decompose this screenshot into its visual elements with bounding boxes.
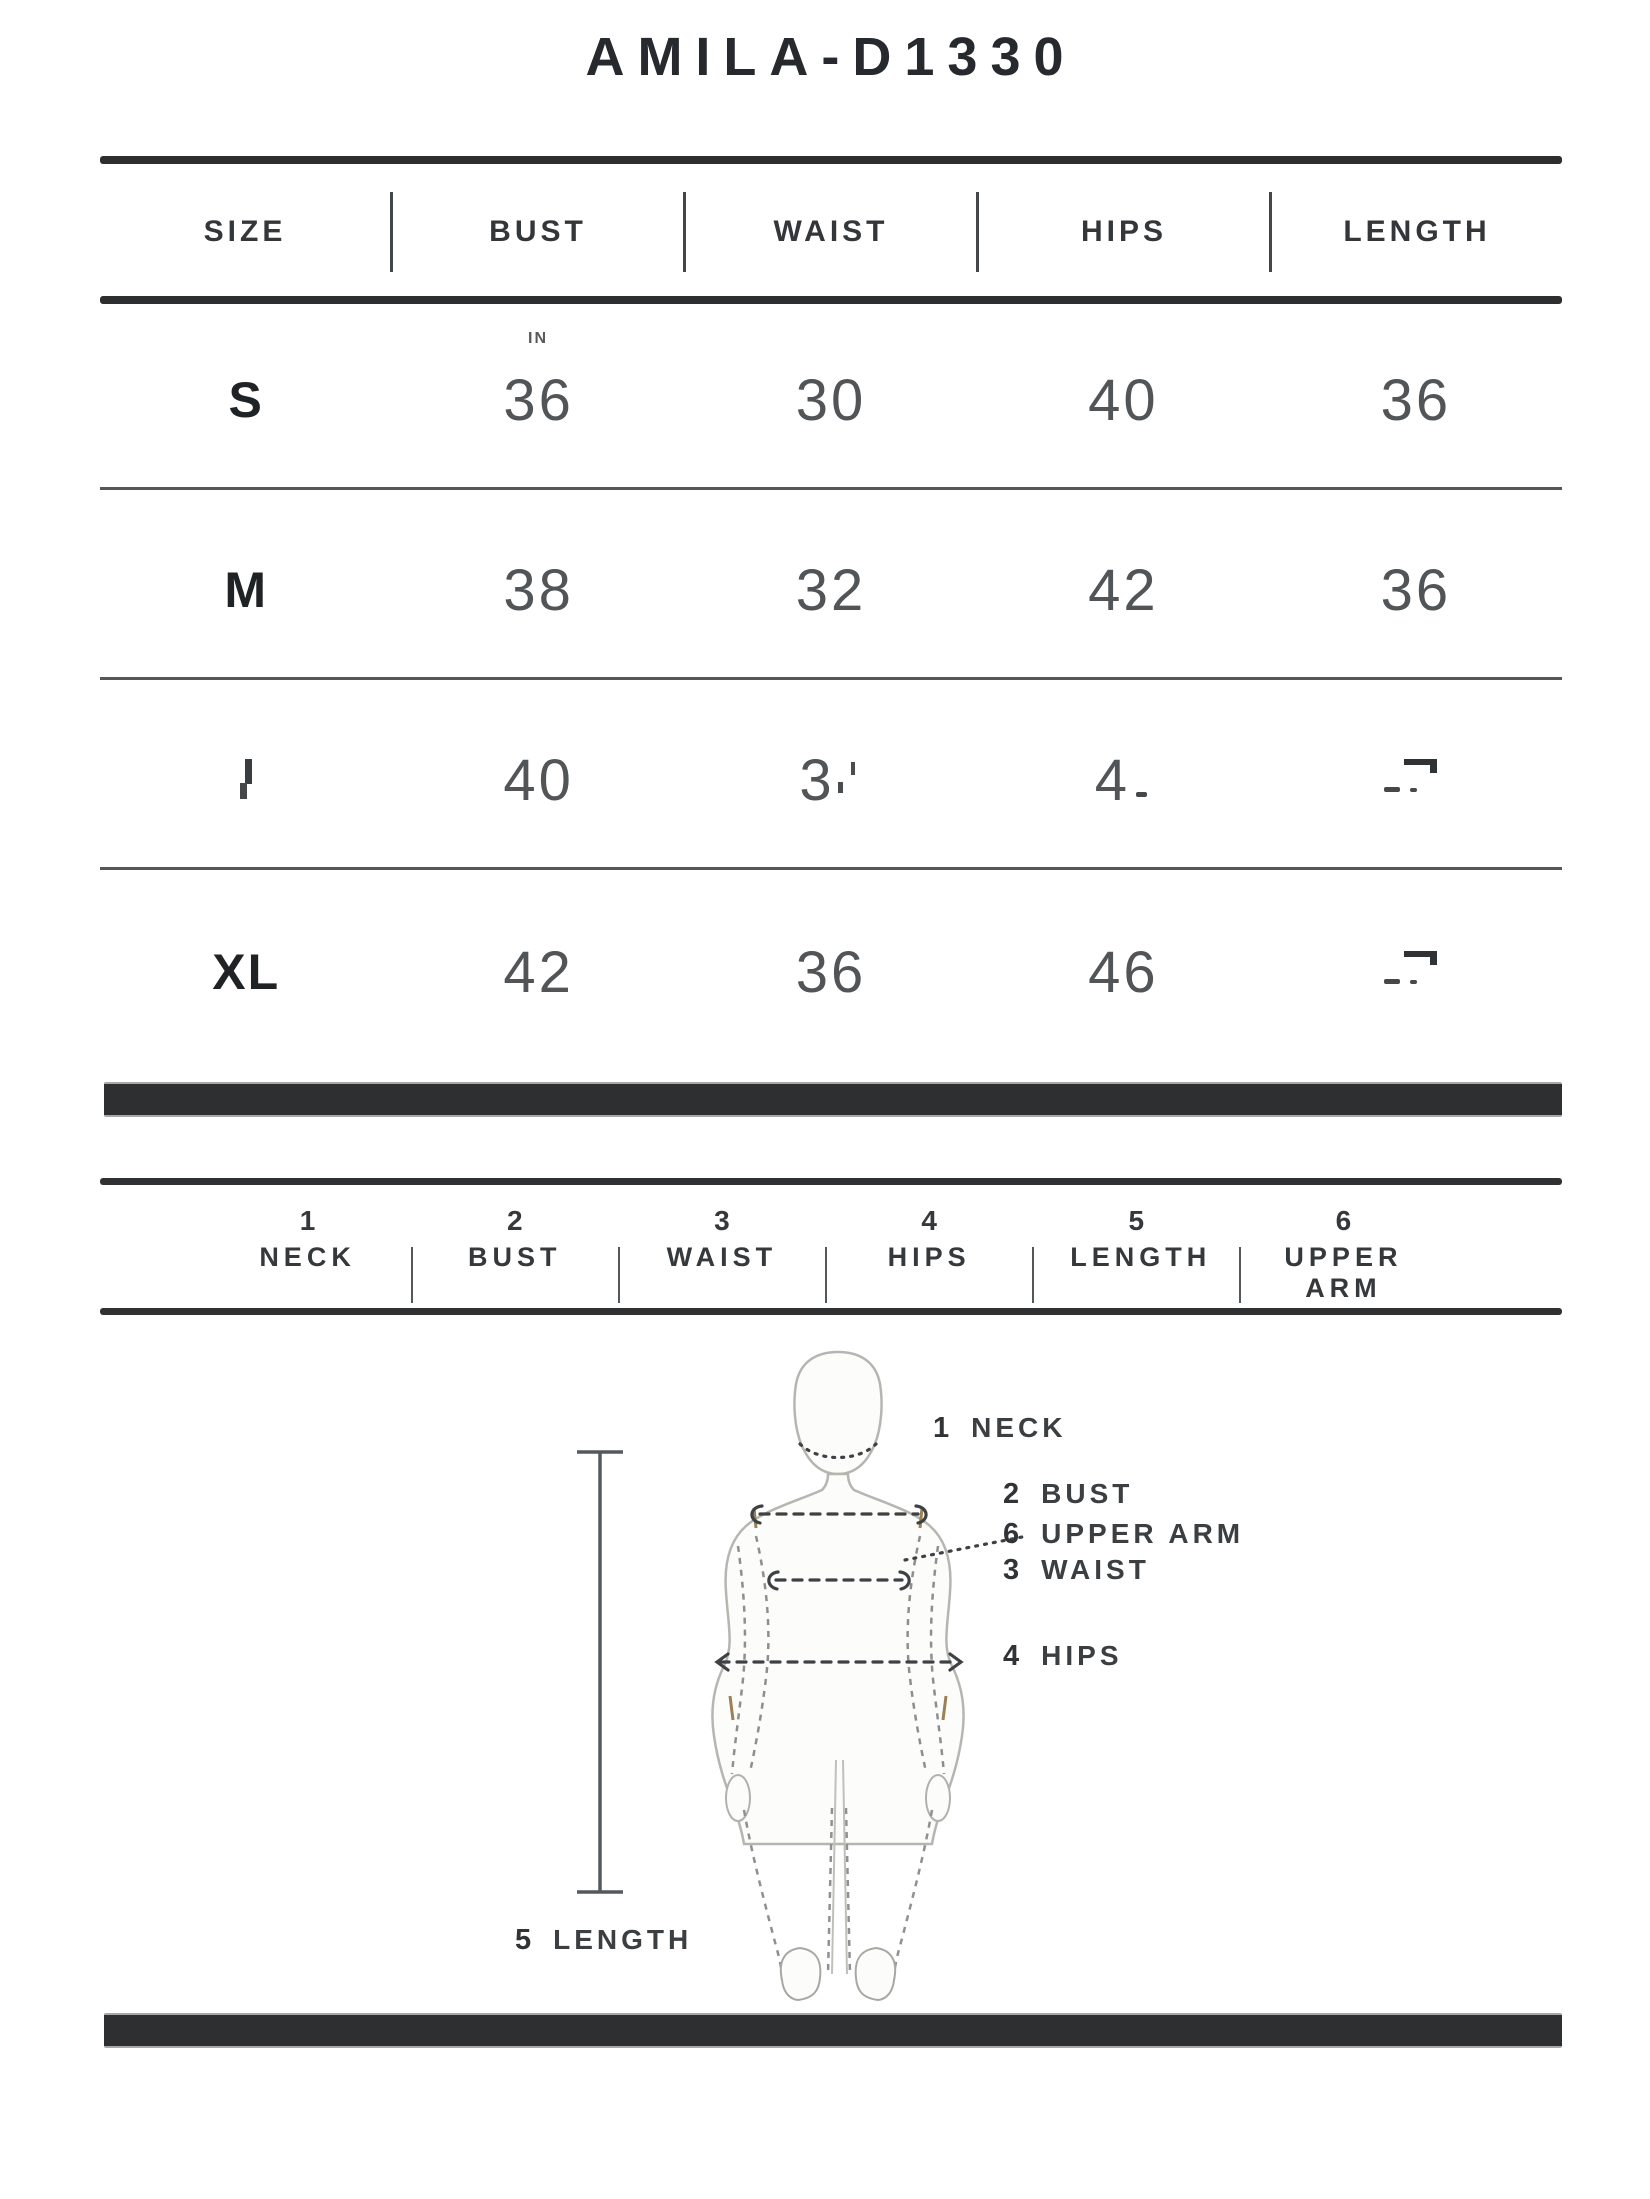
guide-divider: [1032, 1247, 1034, 1303]
header-bottom-rule: [100, 296, 1562, 304]
degraded-glyph-fragment: [835, 756, 863, 804]
column-header-length: LENGTH: [1343, 215, 1491, 248]
figure-feet: [781, 1948, 895, 2000]
hips-line-end-right: [950, 1654, 961, 1670]
callout-waist: 3 WAIST: [1003, 1554, 1150, 1586]
bust-cell: 36: [503, 367, 574, 433]
waist-cell: 3: [685, 736, 977, 824]
column-header-bust: BUST: [489, 215, 587, 248]
page-bottom-bar: [104, 2013, 1562, 2048]
degraded-glyph-fragment: [238, 756, 254, 804]
figure-head: [794, 1352, 881, 1474]
row-divider: [100, 677, 1562, 680]
callout-neck: 1 NECK: [933, 1412, 1067, 1444]
size-cell: XL: [212, 944, 281, 1000]
guide-item-hips: 4 HIPS: [887, 1205, 971, 1272]
length-measure-line: [577, 1452, 623, 1892]
length-cell: [1270, 928, 1562, 1016]
size-cell: S: [228, 372, 264, 428]
row-divider: [100, 867, 1562, 870]
degraded-glyph-fragment: [1384, 947, 1448, 997]
guide-bottom-rule: [100, 1308, 1562, 1315]
guide-divider: [411, 1247, 413, 1303]
size-cell: M: [224, 562, 269, 618]
figure-hand-left: [726, 1775, 750, 1821]
guide-item-length: 5 LENGTH: [1070, 1205, 1212, 1272]
hips-cell: 46: [1088, 939, 1159, 1005]
bust-cell: 42: [503, 939, 574, 1005]
guide-top-rule: [100, 1178, 1562, 1185]
guide-divider: [618, 1247, 620, 1303]
waist-cell: 32: [795, 557, 867, 623]
table-row: [100, 546, 1562, 634]
hips-cell: 42: [1088, 557, 1159, 623]
column-header-hips: HIPS: [1080, 215, 1168, 248]
guide-item-bust: 2 BUST: [468, 1205, 562, 1272]
guide-item-upper-arm: 6 UPPER ARM: [1284, 1205, 1403, 1304]
table-bottom-bar: [104, 1082, 1562, 1117]
unit-label: IN: [528, 330, 548, 347]
callout-upper-arm: 6 UPPER ARM: [1003, 1518, 1245, 1550]
waist-cell: 30: [795, 367, 867, 433]
row-divider: [100, 487, 1562, 490]
size-table-header: [100, 192, 1562, 272]
column-header-waist: WAIST: [773, 215, 889, 248]
length-cell: 36: [1380, 557, 1452, 623]
figure-hand-right: [926, 1775, 950, 1821]
size-cell: [100, 736, 392, 824]
degraded-glyph-fragment: [1384, 755, 1448, 805]
bust-cell: 40: [503, 747, 574, 813]
hips-cell: 40: [1088, 367, 1159, 433]
figure-torso: [712, 1474, 963, 1844]
guide-divider: [1239, 1247, 1241, 1303]
length-cell: [1270, 736, 1562, 824]
table-row: [100, 928, 1562, 1016]
callout-bust: 2 BUST: [1003, 1478, 1134, 1510]
column-header-size: SIZE: [203, 215, 287, 248]
length-cell: 36: [1380, 367, 1452, 433]
table-row: [100, 356, 1562, 444]
table-row: [100, 736, 1562, 824]
callout-hips: 4 HIPS: [1003, 1640, 1123, 1672]
guide-item-waist: 3 WAIST: [666, 1205, 778, 1272]
page-title: AMILA-D1330: [585, 27, 1077, 87]
degraded-glyph-fragment: [1130, 756, 1152, 804]
callout-length: 5 LENGTH: [515, 1924, 693, 1956]
bust-cell: 38: [503, 557, 574, 623]
hips-cell: 4: [977, 736, 1269, 824]
guide-divider: [825, 1247, 827, 1303]
table-top-rule: [100, 156, 1562, 164]
guide-item-neck: 1 NECK: [259, 1205, 356, 1272]
waist-cell: 36: [795, 939, 867, 1005]
